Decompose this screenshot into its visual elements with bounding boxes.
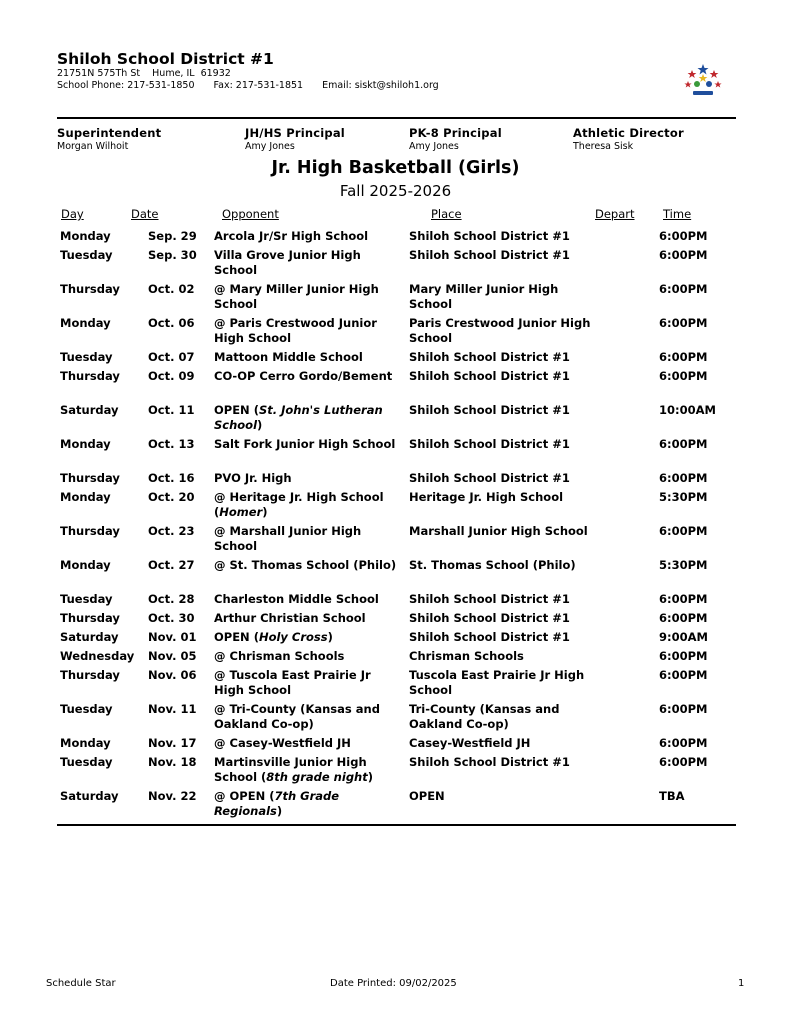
- schedule-row: [57, 592, 737, 611]
- stars-logo-icon: [684, 64, 721, 95]
- game-opponent: [214, 248, 402, 278]
- opponent-name: @ Tuscola East Prairie Jr High School: [214, 668, 371, 697]
- schedule-table: [57, 229, 737, 823]
- game-time: 5:30PM: [659, 558, 708, 572]
- game-place: Shiloh School District #1: [409, 611, 570, 625]
- game-opponent: [214, 630, 402, 645]
- opponent-name: OPEN (: [214, 630, 259, 644]
- game-time: 6:00PM: [659, 248, 708, 262]
- staff-role: Superintendent: [57, 126, 162, 140]
- opponent-name: @ Tri-County (Kansas and Oakland Co-op): [214, 702, 380, 731]
- school-phone: School Phone: 217-531-1850: [57, 80, 195, 91]
- game-time: 6:00PM: [659, 755, 708, 769]
- game-day: Thursday: [60, 282, 120, 296]
- game-day: Thursday: [60, 524, 120, 538]
- game-opponent: [214, 649, 402, 664]
- game-place: Marshall Junior High School: [409, 524, 588, 538]
- game-day: Monday: [60, 558, 111, 572]
- column-header-date: Date: [131, 207, 159, 221]
- opponent-name: @ OPEN (: [214, 789, 275, 803]
- game-time: 6:00PM: [659, 736, 708, 750]
- schedule-row: [57, 630, 737, 649]
- game-opponent: [214, 437, 402, 452]
- game-opponent: [214, 611, 402, 626]
- schedule-row: [57, 668, 737, 702]
- game-time: 6:00PM: [659, 471, 708, 485]
- staff-name: Morgan Wilhoit: [57, 141, 129, 152]
- game-time: 6:00PM: [659, 369, 708, 383]
- opponent-name: @ Marshall Junior High School: [214, 524, 362, 553]
- opponent-name: OPEN (: [214, 403, 259, 417]
- game-date: Nov. 01: [148, 630, 197, 644]
- header-divider: [57, 117, 736, 119]
- opponent-name: @ Casey-Westfield JH: [214, 736, 351, 750]
- school-logo-icon: [684, 62, 722, 98]
- game-day: Tuesday: [60, 755, 113, 769]
- schedule-row: [57, 437, 737, 471]
- staff-role: Athletic Director: [573, 126, 684, 140]
- game-time: 10:00AM: [659, 403, 716, 417]
- schedule-row: [57, 403, 737, 437]
- game-opponent: [214, 755, 402, 785]
- game-date: Oct. 16: [148, 471, 195, 485]
- game-day: Monday: [60, 229, 111, 243]
- school-address: 21751N 575Th St Hume, IL 61932: [57, 68, 231, 79]
- staff-athletic-director: [573, 126, 684, 152]
- game-date: Nov. 18: [148, 755, 197, 769]
- opponent-name: @ Heritage Jr. High School (: [214, 490, 384, 519]
- schedule-row: [57, 702, 737, 736]
- column-header-time: Time: [663, 207, 692, 221]
- school-fax: Fax: 217-531-1851: [213, 80, 304, 91]
- footer-date-printed: Date Printed: 09/02/2025: [330, 978, 457, 989]
- opponent-name: Villa Grove Junior High School: [214, 248, 361, 277]
- column-header-opponent: Opponent: [222, 207, 279, 221]
- game-place: Shiloh School District #1: [409, 350, 570, 364]
- game-place: Shiloh School District #1: [409, 229, 570, 243]
- page-subtitle: Fall 2025-2026: [339, 182, 452, 200]
- staff-jhhs-principal: [245, 126, 345, 152]
- game-time: 6:00PM: [659, 229, 708, 243]
- game-opponent: [214, 524, 402, 554]
- staff-pk8-principal: [409, 126, 502, 152]
- game-date: Nov. 22: [148, 789, 197, 803]
- schedule-row: [57, 471, 737, 490]
- game-opponent: [214, 316, 402, 346]
- footer-page-number: 1: [738, 978, 745, 989]
- opponent-note: Homer: [219, 505, 263, 519]
- game-time: 6:00PM: [659, 668, 708, 682]
- game-opponent: [214, 668, 402, 698]
- game-date: Nov. 17: [148, 736, 197, 750]
- opponent-name: @ Paris Crestwood Junior High School: [214, 316, 377, 345]
- game-opponent: [214, 471, 402, 486]
- schedule-row: [57, 248, 737, 282]
- column-header-day: Day: [61, 207, 84, 221]
- footer-source: Schedule Star: [46, 978, 116, 989]
- staff-name: Theresa Sisk: [573, 141, 634, 152]
- game-place: Shiloh School District #1: [409, 630, 570, 644]
- game-place: Tuscola East Prairie Jr High School: [409, 668, 585, 697]
- game-day: Thursday: [60, 471, 120, 485]
- schedule-row: [57, 755, 737, 789]
- opponent-name: @ Mary Miller Junior High School: [214, 282, 379, 311]
- opponent-note-close: ): [262, 505, 268, 519]
- game-date: Nov. 11: [148, 702, 197, 716]
- game-place: OPEN: [409, 789, 445, 803]
- game-day: Saturday: [60, 789, 119, 803]
- game-place: Shiloh School District #1: [409, 471, 570, 485]
- opponent-name: Mattoon Middle School: [214, 350, 363, 364]
- game-opponent: [214, 702, 402, 732]
- game-date: Oct. 07: [148, 350, 195, 364]
- game-place: Paris Crestwood Junior High School: [409, 316, 591, 345]
- game-date: Nov. 06: [148, 668, 197, 682]
- schedule-row: [57, 490, 737, 524]
- game-date: Nov. 05: [148, 649, 197, 663]
- game-place: Shiloh School District #1: [409, 592, 570, 606]
- game-opponent: [214, 490, 402, 520]
- staff-superintendent: [57, 126, 161, 152]
- column-header-depart: Depart: [595, 207, 635, 221]
- game-time: 6:00PM: [659, 592, 708, 606]
- game-place: St. Thomas School (Philo): [409, 558, 576, 572]
- game-time: 6:00PM: [659, 282, 708, 296]
- game-place: Shiloh School District #1: [409, 403, 570, 417]
- game-date: Oct. 30: [148, 611, 195, 625]
- game-date: Oct. 06: [148, 316, 195, 330]
- game-day: Monday: [60, 437, 111, 451]
- opponent-note: 8th grade night: [266, 770, 368, 784]
- game-day: Monday: [60, 736, 111, 750]
- game-place: Casey-Westfield JH: [409, 736, 531, 750]
- game-opponent: [214, 592, 402, 607]
- schedule-row: [57, 649, 737, 668]
- game-date: Oct. 02: [148, 282, 195, 296]
- schedule-row: [57, 316, 737, 350]
- game-day: Saturday: [60, 630, 119, 644]
- game-day: Monday: [60, 490, 111, 504]
- staff-role: PK-8 Principal: [409, 126, 502, 140]
- staff-name: Amy Jones: [245, 141, 295, 152]
- opponent-note-close: ): [276, 804, 283, 818]
- schedule-row: [57, 369, 737, 403]
- game-date: Oct. 13: [148, 437, 195, 451]
- game-place: Shiloh School District #1: [409, 369, 570, 383]
- opponent-note: Holy Cross: [258, 630, 328, 644]
- game-date: Sep. 29: [148, 229, 197, 243]
- game-place: Heritage Jr. High School: [409, 490, 564, 504]
- game-day: Tuesday: [60, 248, 113, 262]
- opponent-name: PVO Jr. High: [214, 471, 292, 485]
- game-place: Shiloh School District #1: [409, 248, 570, 262]
- game-time: 6:00PM: [659, 611, 708, 625]
- schedule-row: [57, 350, 737, 369]
- game-date: Sep. 30: [148, 248, 197, 262]
- opponent-name: Salt Fork Junior High School: [214, 437, 396, 451]
- schedule-row: [57, 736, 737, 755]
- page-title: Jr. High Basketball (Girls): [271, 158, 520, 178]
- game-day: Wednesday: [60, 649, 135, 663]
- game-place: Shiloh School District #1: [409, 755, 570, 769]
- school-contact: [57, 80, 455, 91]
- game-opponent: [214, 558, 402, 573]
- game-opponent: [214, 736, 402, 751]
- opponent-note: 7th Grade Regionals: [214, 789, 340, 818]
- opponent-name: Arcola Jr/Sr High School: [214, 229, 369, 243]
- game-day: Tuesday: [60, 350, 113, 364]
- game-day: Saturday: [60, 403, 119, 417]
- game-opponent: [214, 282, 402, 312]
- game-place: Tri-County (Kansas and Oakland Co-op): [409, 702, 560, 731]
- opponent-note-close: ): [367, 770, 373, 784]
- game-day: Thursday: [60, 611, 120, 625]
- game-date: Oct. 11: [148, 403, 195, 417]
- game-place: Mary Miller Junior High School: [409, 282, 559, 311]
- game-time: 5:30PM: [659, 490, 708, 504]
- game-opponent: [214, 789, 402, 819]
- game-time: 6:00PM: [659, 649, 708, 663]
- schedule-row: [57, 282, 737, 316]
- game-opponent: [214, 369, 402, 384]
- opponent-note: St. John's Lutheran School: [214, 403, 383, 432]
- game-time: 9:00AM: [659, 630, 708, 644]
- game-date: Oct. 20: [148, 490, 195, 504]
- schedule-row: [57, 789, 737, 823]
- game-time: 6:00PM: [659, 350, 708, 364]
- game-date: Oct. 09: [148, 369, 195, 383]
- game-time: 6:00PM: [659, 702, 708, 716]
- game-opponent: [214, 403, 402, 433]
- game-day: Tuesday: [60, 592, 113, 606]
- opponent-name: Martinsville Junior High School (: [214, 755, 367, 784]
- schedule-row: [57, 229, 737, 248]
- game-day: Monday: [60, 316, 111, 330]
- column-header-place: Place: [431, 207, 462, 221]
- game-day: Thursday: [60, 668, 120, 682]
- game-date: Oct. 27: [148, 558, 195, 572]
- game-date: Oct. 28: [148, 592, 195, 606]
- game-time: TBA: [659, 789, 685, 803]
- game-place: Shiloh School District #1: [409, 437, 570, 451]
- opponent-name: @ St. Thomas School (Philo): [214, 558, 397, 572]
- game-opponent: [214, 350, 402, 365]
- game-opponent: [214, 229, 402, 244]
- schedule-row: [57, 558, 737, 592]
- game-date: Oct. 23: [148, 524, 195, 538]
- schedule-row: [57, 524, 737, 558]
- game-time: 6:00PM: [659, 316, 708, 330]
- table-bottom-divider: [57, 824, 736, 826]
- opponent-note-close: ): [257, 418, 263, 432]
- game-time: 6:00PM: [659, 524, 708, 538]
- game-place: Chrisman Schools: [409, 649, 524, 663]
- staff-role: JH/HS Principal: [245, 126, 345, 140]
- school-email: Email: siskt@shiloh1.org: [322, 80, 439, 91]
- opponent-name: CO-OP Cerro Gordo/Bement: [214, 369, 393, 383]
- school-name: Shiloh School District #1: [57, 50, 274, 68]
- opponent-name: Charleston Middle School: [214, 592, 379, 606]
- opponent-name: @ Chrisman Schools: [214, 649, 345, 663]
- game-day: Thursday: [60, 369, 120, 383]
- opponent-name: Arthur Christian School: [214, 611, 366, 625]
- opponent-note-close: ): [327, 630, 333, 644]
- schedule-row: [57, 611, 737, 630]
- game-time: 6:00PM: [659, 437, 708, 451]
- staff-name: Amy Jones: [409, 141, 459, 152]
- game-day: Tuesday: [60, 702, 113, 716]
